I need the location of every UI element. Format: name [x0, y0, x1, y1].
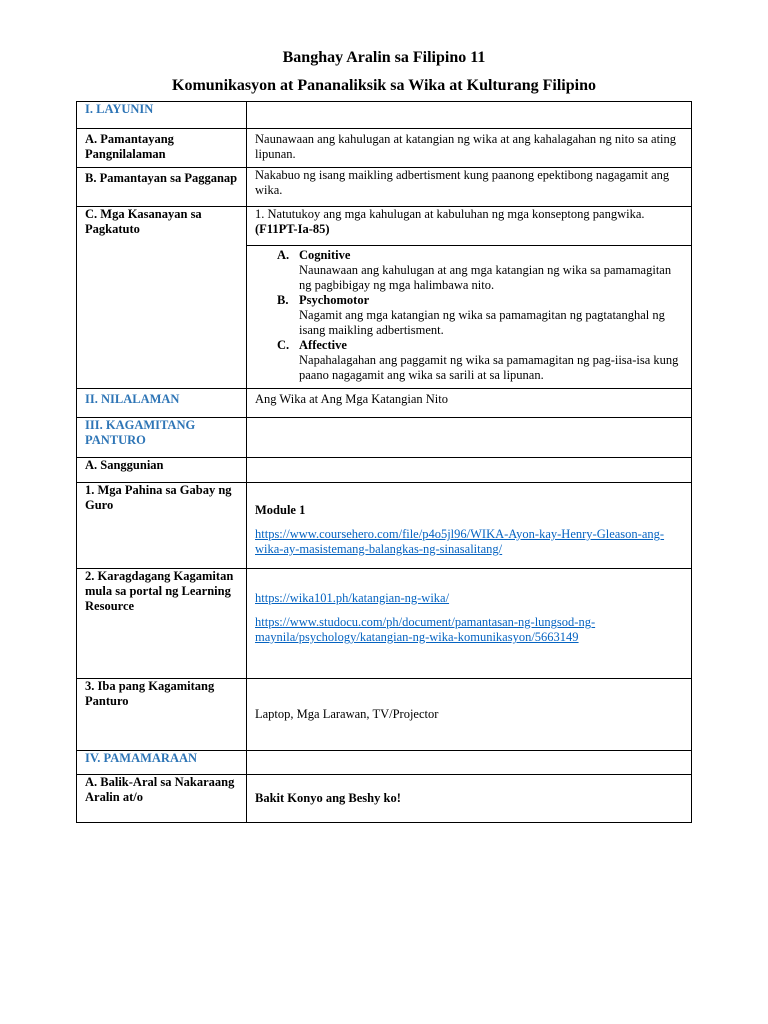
value-iba-pa: Laptop, Mga Larawan, TV/Projector: [247, 679, 692, 751]
value-gabay-guro: [247, 483, 692, 569]
section-kagamitang: III. KAGAMITANG PANTURO: [77, 418, 247, 458]
objective-letter: A.: [277, 248, 290, 262]
value-karagdagang: [247, 569, 692, 679]
value-pamantayang-nilalaman: Naunawaan ang kahulugan at katangian ng wika at ang kahalagahan ng nito sa ating lipunan.: [247, 129, 692, 168]
empty-cell: [247, 751, 692, 775]
value-nilalaman: Ang Wika at Ang Mga Katangian Nito: [247, 389, 692, 418]
value-balik-aral: Bakit Konyo ang Beshy ko!: [247, 775, 692, 823]
objective-letter: C.: [277, 338, 290, 352]
label-gabay-guro: 1. Mga Pahina sa Gabay ng Guro: [77, 483, 247, 569]
table-row: [77, 102, 692, 129]
empty-cell: [247, 418, 692, 458]
table-row: [77, 207, 692, 246]
objective-text: Naunawaan ang kahulugan at ang mga katangian ng wika sa pamamagitan ng pagbibigay ng mga halimbawa nito.: [299, 263, 672, 292]
section-layunin: I. LAYUNIN: [77, 102, 247, 129]
section-pamamaraan: IV. PAMAMARAAN: [77, 751, 247, 775]
objective-item: [255, 338, 683, 383]
value-pamantayan-pagganap: Nakabuo ng isang maikling adbertisment kung paanong epektibong nagagamit ang wika.: [247, 168, 692, 207]
label-iba-pa: 3. Iba pang Kagamitang Panturo: [77, 679, 247, 751]
table-row: [77, 168, 692, 207]
module-label: Module 1: [255, 503, 306, 517]
table-row: [77, 458, 692, 483]
lesson-plan-table: [76, 101, 692, 823]
section-nilalaman: II. NILALAMAN: [77, 389, 247, 418]
studocu-link[interactable]: https://www.studocu.com/ph/document/pamantasan-ng-lungsod-ng-maynila/psychology/katangian-ng-wika-komunikasyon/5663149: [255, 615, 596, 644]
empty-cell: [247, 102, 692, 129]
table-row: [77, 569, 692, 679]
objective-title: Psychomotor: [299, 293, 370, 307]
table-row: [77, 483, 692, 569]
label-pamantayang-nilalaman: A. Pamantayang Pangnilalaman: [77, 129, 247, 168]
table-row: [77, 751, 692, 775]
value-kasanayan: [247, 207, 692, 246]
kasanayan-text: 1. Natutukoy ang mga kahulugan at kabuluhan ng mga konseptong pangwika.: [255, 207, 645, 221]
table-row: [77, 679, 692, 751]
label-kasanayan: C. Mga Kasanayan sa Pagkatuto: [77, 207, 247, 389]
objective-text: Nagamit ang mga katangian ng wika sa pamamagitan ng pagtatanghal ng isang maikling adbertisment.: [299, 308, 665, 337]
table-row: [77, 418, 692, 458]
table-row: [77, 129, 692, 168]
objective-title: Affective: [299, 338, 347, 352]
kasanayan-code: (F11PT-Ia-85): [255, 222, 330, 236]
coursehero-link[interactable]: https://www.coursehero.com/file/p4o5jl96/WIKA-Ayon-kay-Henry-Gleason-ang-wika-ay-masistemang-balangkas-ng-sinasalitang/: [255, 527, 665, 556]
label-pamantayan-pagganap: B. Pamantayan sa Pagganap: [77, 168, 247, 207]
objective-text: Napahalagahan ang paggamit ng wika sa pamamagitan ng pag-iisa-isa kung paano nagagamit ang wika sa sarili at sa lipunan.: [299, 353, 679, 382]
wika101-link[interactable]: https://wika101.ph/katangian-ng-wika/: [255, 591, 450, 605]
label-sanggunian: A. Sanggunian: [77, 458, 247, 483]
label-karagdagang: 2. Karagdagang Kagamitan mula sa portal ng Learning Resource: [77, 569, 247, 679]
objective-item: [255, 293, 683, 338]
objective-title: Cognitive: [299, 248, 351, 262]
empty-cell: [247, 458, 692, 483]
label-balik-aral: A. Balik-Aral sa Nakaraang Aralin at/o: [77, 775, 247, 823]
objectives-cell: [247, 246, 692, 389]
table-row: [77, 389, 692, 418]
objective-letter: B.: [277, 293, 289, 307]
objective-item: [255, 248, 683, 293]
document-title: Banghay Aralin sa Filipino 11: [282, 49, 486, 66]
objectives-list: [255, 248, 683, 383]
document-subtitle: Komunikasyon at Pananaliksik sa Wika at Kulturang Filipino: [172, 77, 596, 94]
table-row: [77, 775, 692, 823]
